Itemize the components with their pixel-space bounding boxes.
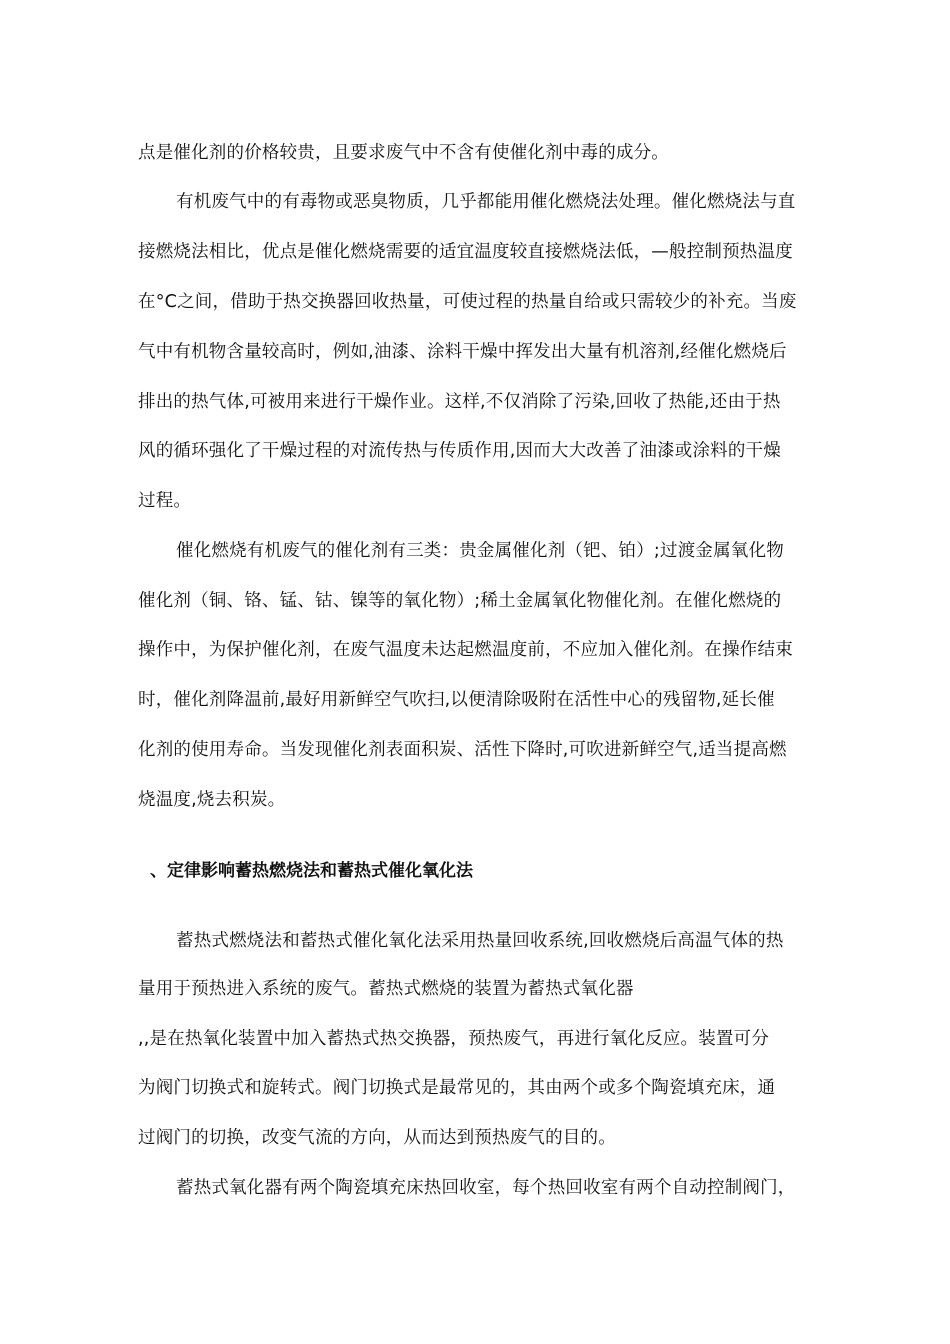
text-line: 催化燃烧有机废气的催化剂有三类：贵金属催化剂（钯、铂）;过渡金属氧化物 — [176, 541, 784, 561]
section-heading: 、定律影响蓄热燃烧法和蓄热式催化氧化法 — [150, 861, 473, 881]
text-line: 化剂的使用寿命。当发现催化剂表面积炭、活性下降时,可吹进新鲜空气,适当提高燃 — [138, 740, 787, 760]
text-line: 过阀门的切换，改变气流的方向，从而达到预热废气的目的。 — [138, 1128, 616, 1148]
text-line: 催化剂（铜、铬、锰、钴、镍等的氧化物）;稀土金属氧化物催化剂。在催化燃烧的 — [138, 591, 782, 611]
text-line: 时，催化剂降温前,最好用新鲜空气吹扫,以便清除吸附在活性中心的残留物,延长催 — [138, 690, 775, 710]
text-line: ,,是在热氧化装置中加入蓄热式热交换器，预热废气，再进行氧化反应。装置可分 — [138, 1029, 770, 1049]
text-line: 点是催化剂的价格较贵，且要求废气中不含有使催化剂中毒的成分。 — [138, 143, 669, 163]
text-line: 有机废气中的有毒物或恶臭物质，几乎都能用催化燃烧法处理。催化燃烧法与直 — [176, 192, 796, 212]
text-line: 蓄热式氧化器有两个陶瓷填充床热回收室，每个热回收室有两个自动控制阀门， — [176, 1178, 796, 1198]
text-line: 过程。 — [138, 491, 192, 511]
text-line: 量用于预热进入系统的废气。蓄热式燃烧的装置为蓄热式氧化器 — [138, 979, 634, 999]
text-line: 接燃烧法相比，优点是催化燃烧需要的适宜温度较直接燃烧法低，—般控制预热温度 — [138, 242, 793, 262]
text-line: 在°C之间，借助于热交换器回收热量，可使过程的热量自给或只需较少的补充。当废 — [138, 292, 797, 312]
text-line: 风的循环强化了干燥过程的对流传热与传质作用,因而大大改善了油漆或涂料的干燥 — [138, 441, 781, 461]
text-line: 气中有机物含量较高时，例如,油漆、涂料干燥中挥发出大量有机溶剂,经催化燃烧后 — [138, 342, 787, 362]
text-line: 操作中，为保护催化剂，在废气温度未达起燃温度前，不应加入催化剂。在操作结束 — [138, 640, 793, 660]
text-line: 为阀门切换式和旋转式。阀门切换式是最常见的，其由两个或多个陶瓷填充床，通 — [138, 1078, 776, 1098]
text-line: 蓄热式燃烧法和蓄热式催化氧化法采用热量回收系统,回收燃烧后高温气体的热 — [176, 931, 784, 951]
text-line: 烧温度,烧去积炭。 — [138, 790, 286, 810]
text-line: 排出的热气体,可被用来进行干燥作业。这样,不仅消除了污染,回收了热能,还由于热 — [138, 392, 781, 412]
